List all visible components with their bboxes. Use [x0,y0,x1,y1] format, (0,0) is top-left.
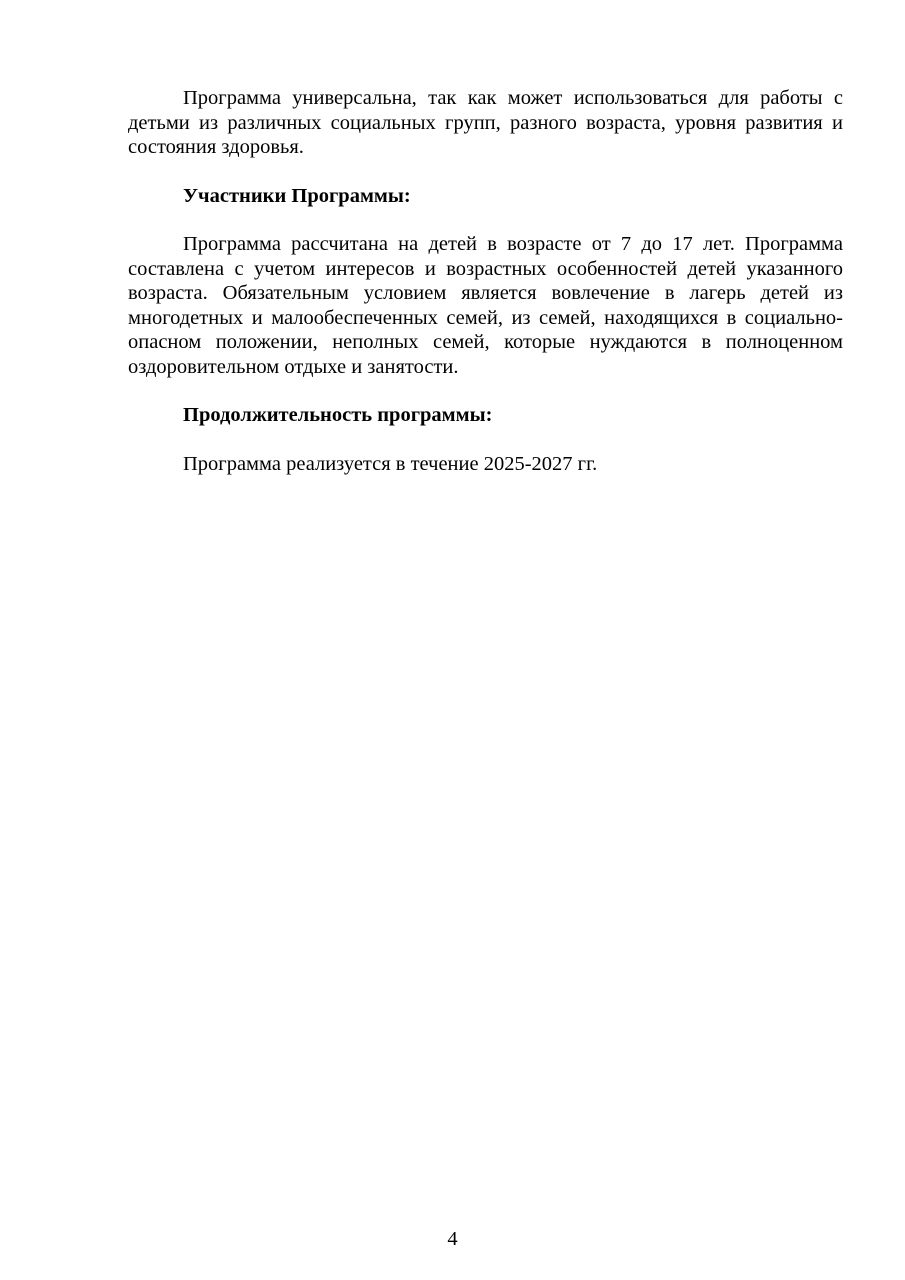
paragraph-universality: Программа универсальна, так как может использоваться для работы с детьми из различных социальных групп, разного возраста, уровня развития и состояния здоровья. [128,87,843,158]
page-number: 4 [447,1228,458,1250]
heading-duration: Продолжительность программы: [183,404,493,426]
heading-participants: Участники Программы: [183,184,411,207]
paragraph-duration: Программа реализуется в течение 2025-2027 гг. [183,452,598,475]
document-body [128,86,843,476]
paragraph-participants: Программа рассчитана на детей в возрасте от 7 до 17 лет. Программа составлена с учетом интересов и возрастных особенностей детей указанного возраста. Обязательным условием является вовлечение в лагерь детей из многодетных и малообеспеченных семей, из семей, находящихся в социально-опасном положении, неполных семей, которые нуждаются в полноценном оздоровительном отдыхе и занятости. [128,233,843,378]
